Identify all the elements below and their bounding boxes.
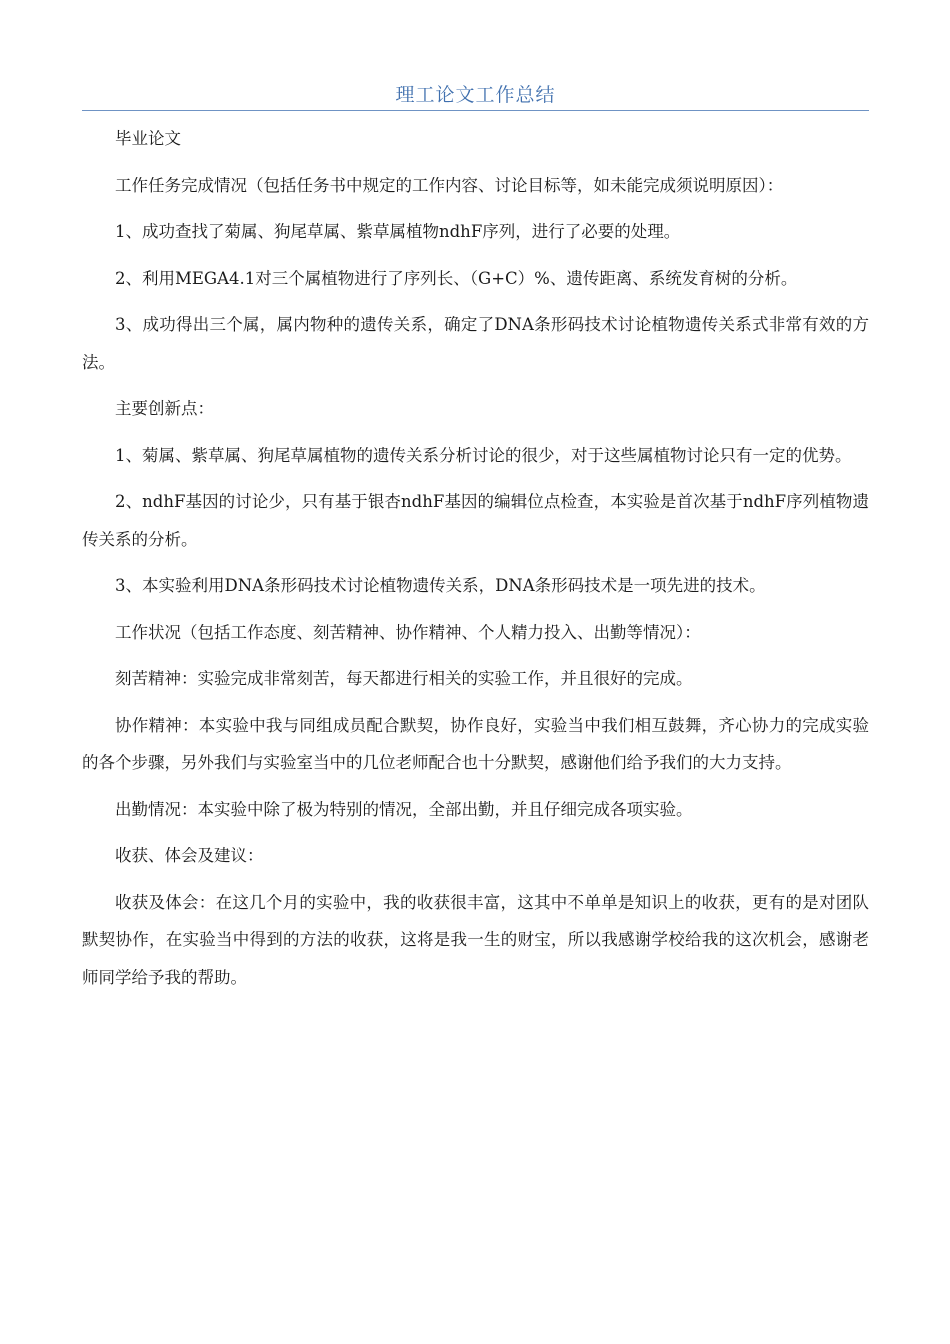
paragraph-diligence: 刻苦精神：实验完成非常刻苦，每天都进行相关的实验工作，并且很好的完成。 xyxy=(115,669,693,688)
paragraph-gains-heading: 收获、体会及建议： xyxy=(115,846,264,865)
document-body xyxy=(82,120,869,996)
document-title: 理工论文工作总结 xyxy=(395,84,556,106)
paragraph-task-completion-heading: 工作任务完成情况（包括任务书中规定的工作内容、讨论目标等，如未能完成须说明原因）： xyxy=(115,175,784,195)
paragraph-innovation-item-3: 3、本实验利用DNA条形码技术讨论植物遗传关系，DNA条形码技术是一项先进的技术。 xyxy=(115,576,766,595)
paragraph-innovation-heading: 主要创新点： xyxy=(115,399,214,418)
paragraph-task-item-1: 1、成功查找了菊属、狗尾草属、紫草属植物ndhF序列，进行了必要的处理。 xyxy=(115,222,681,241)
page-header xyxy=(82,80,869,111)
paragraph-task-item-2: 2、利用MEGA4.1对三个属植物进行了序列长、（G+C）%、遗传距离、系统发育树的分析。 xyxy=(115,268,798,288)
paragraph-innovation-item-2: 2、ndhF基因的讨论少，只有基于银杏ndhF基因的编辑位点检查，本实验是首次基于ndhF序列植物遗传关系的分析。 xyxy=(82,492,869,549)
paragraph-work-status-heading: 工作状况（包括工作态度、刻苦精神、协作精神、个人精力投入、出勤等情况）： xyxy=(115,622,701,642)
paragraph-task-item-3: 3、成功得出三个属，属内物种的遗传关系，确定了DNA条形码技术讨论植物遗传关系式非常有效的方法。 xyxy=(82,315,869,372)
paragraph-innovation-item-1: 1、菊属、紫草属、狗尾草属植物的遗传关系分析讨论的很少，对于这些属植物讨论只有一定的优势。 xyxy=(115,445,852,465)
paragraph-teamwork: 协作精神：本实验中我与同组成员配合默契，协作良好，实验当中我们相互鼓舞，齐心协力的完成实验的各个步骤，另外我们与实验室当中的几位老师配合也十分默契，感谢他们给予我们的大力支持。 xyxy=(82,715,869,772)
paragraph-thesis-label: 毕业论文 xyxy=(115,129,181,148)
paragraph-attendance: 出勤情况：本实验中除了极为特别的情况，全部出勤，并且仔细完成各项实验。 xyxy=(115,799,693,819)
paragraph-gains-reflection: 收获及体会：在这几个月的实验中，我的收获很丰富，这其中不单单是知识上的收获，更有的是对团队默契协作，在实验当中得到的方法的收获，这将是我一生的财宝，所以我感谢学校给我的这次机会，感谢老师同学给予我的帮助。 xyxy=(82,892,869,987)
